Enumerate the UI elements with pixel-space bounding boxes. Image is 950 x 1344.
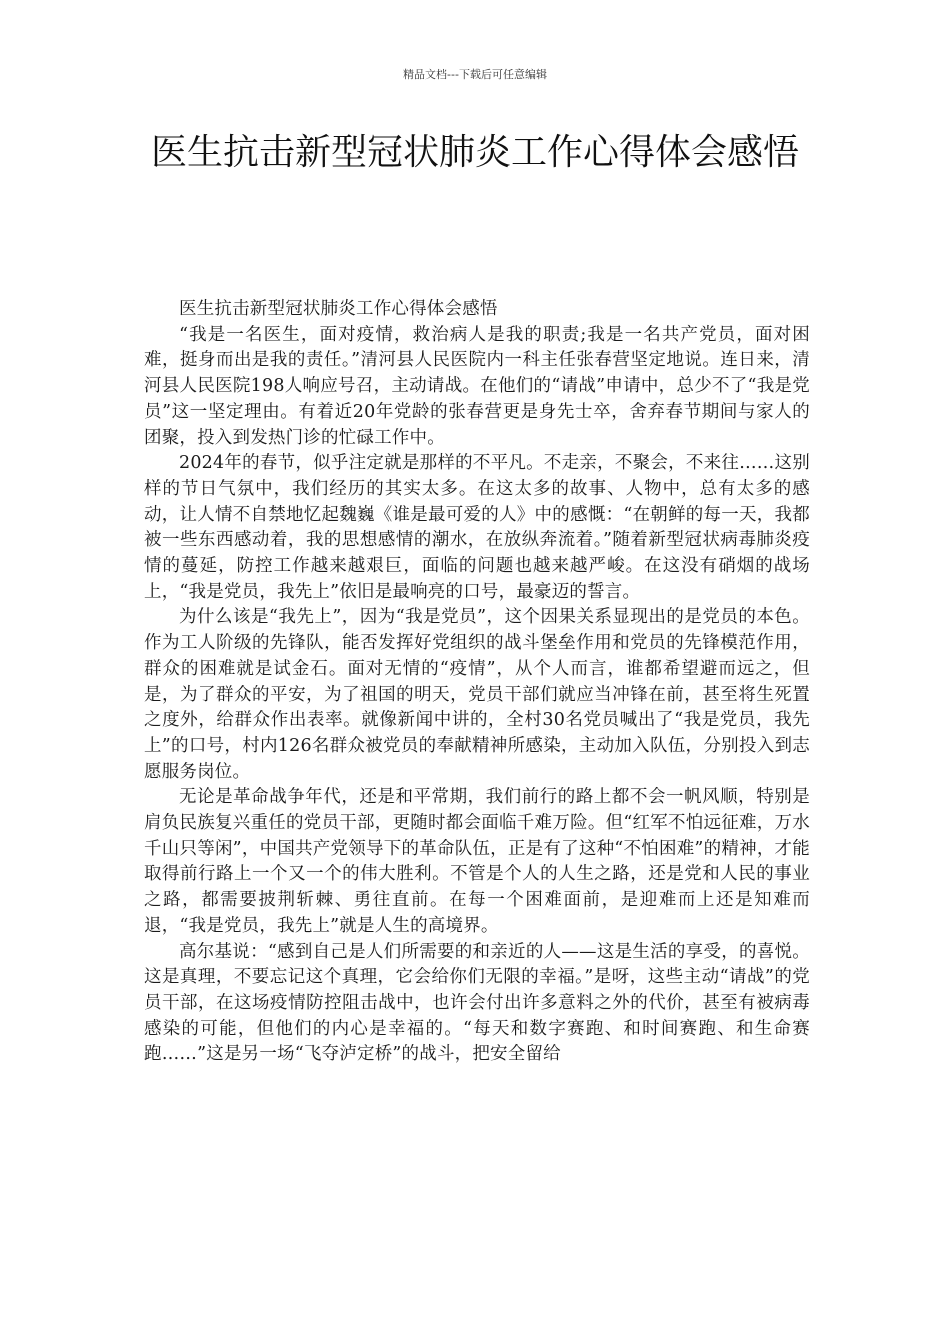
- paragraph-subtitle: 医生抗击新型冠状肺炎工作心得体会感悟: [179, 299, 498, 319]
- paragraph: 高尔基说：“感到自己是人们所需要的和亲近的人——这是生活的享受，的喜悦。这是真理，不要忘记这个真理，它会给你们无限的幸福。”是呀，这些主动“请战”的党员干部，在这场疫情防控阻击战中，也许会付出许多意料之外的代价，甚至有被病毒感染的可能，但他们的内心是幸福的。“每天和数字赛跑、和时间赛跑、和生命赛跑……”这是另一场“飞夺泸定桥”的战斗，把安全留给: [144, 941, 810, 1065]
- document-title: 医生抗击新型冠状肺炎工作心得体会感悟: [150, 132, 799, 173]
- paragraph: “我是一名医生，面对疫情，救治病人是我的职责;我是一名共产党员，面对困难，挺身而出是我的责任。”清河县人民医院内一科主任张春营坚定地说。连日来，清河县人民医院198人响应号召，主动请战。在他们的“请战”申请中，总少不了“我是党员”这一坚定理由。有着近20年党龄的张春营更是身先士卒，舍弃春节期间与家人的团聚，投入到发热门诊的忙碌工作中。: [144, 324, 810, 448]
- document-body: [144, 297, 810, 1068]
- paragraph: 无论是革命战争年代，还是和平常期，我们前行的路上都不会一帆风顺，特别是肩负民族复兴重任的党员干部，更随时都会面临千难万险。但“红军不怕远征难，万水千山只等闲”，中国共产党领导下的革命队伍，正是有了这种“不怕困难”的精神，才能取得前行路上一个又一个的伟大胜利。不管是个人的人生之路，还是党和人民的事业之路，都需要披荆斩棘、勇往直前。在每一个困难面前，是迎难而上还是知难而退，“我是党员，我先上”就是人生的高境界。: [144, 787, 810, 936]
- paragraph: 为什么该是“我先上”，因为“我是党员”，这个因果关系显现出的是党员的本色。作为工人阶级的先锋队，能否发挥好党组织的战斗堡垒作用和党员的先锋模范作用，群众的困难就是试金石。面对无情的“疫情”，从个人而言，谁都希望避而远之，但是，为了群众的平安，为了祖国的明天，党员干部们就应当冲锋在前，甚至将生死置之度外，给群众作出表率。就像新闻中讲的，全村30名党员喊出了“我是党员，我先上”的口号，村内126名群众被党员的奉献精神所感染，主动加入队伍，分别投入到志愿服务岗位。: [144, 607, 810, 782]
- paragraph: 2024年的春节，似乎注定就是那样的不平凡。不走亲，不聚会，不来往……这别样的节日气氛中，我们经历的其实太多。在这太多的故事、人物中，总有太多的感动，让人情不自禁地忆起魏巍《谁是最可爱的人》中的感慨：“在朝鲜的每一天，我都被一些东西感动着，我的思想感情的潮水，在放纵奔流着。”随着新型冠状病毒肺炎疫情的蔓延，防控工作越来越艰巨，面临的问题也越来越严峻。在这没有硝烟的战场上，“我是党员，我先上”依旧是最响亮的口号，最豪迈的誓言。: [144, 453, 810, 602]
- document-header-note: 精品文档---下载后可任意编辑: [403, 68, 547, 81]
